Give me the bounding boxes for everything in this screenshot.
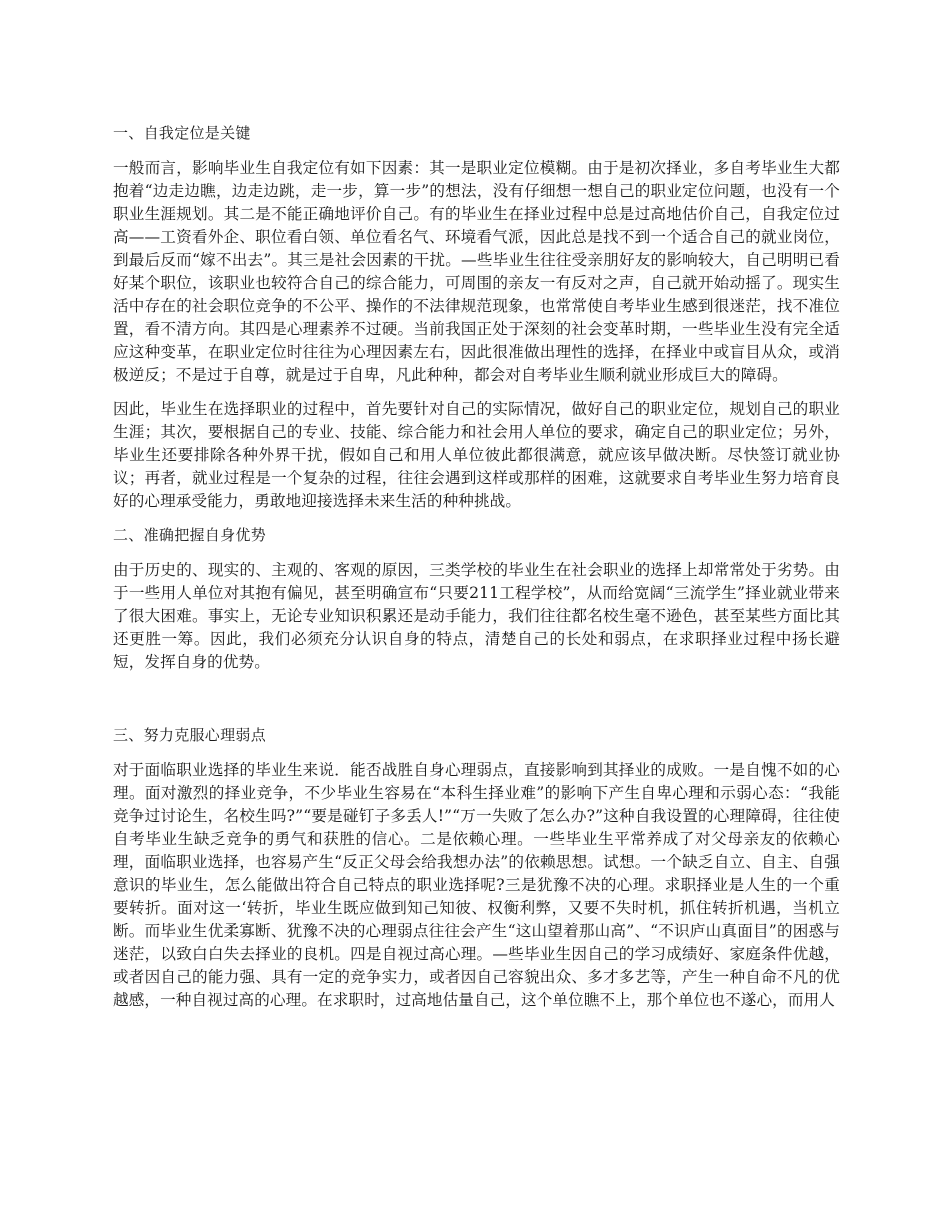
section-psychology (113, 724, 840, 1012)
paragraph: 因此，毕业生在选择职业的过程中，首先要针对自己的实际情况，做好自己的职业定位，规划自己的职业生涯；其次，要根据自己的专业、技能、综合能力和社会用人单位的要求，确定自己的职业定位；另外，毕业生还要排除各种外界干扰，假如自己和用人单位彼此都很满意，就应该早做决断。尽快签订就业协议；再者，就业过程是一个复杂的过程，往往会遇到这样或那样的困难，这就要求自考毕业生努力培育良好的心理承受能力，勇敢地迎接选择未来生活的种种挑战。 (113, 400, 840, 510)
section-heading: 二、准确把握自身优势 (113, 526, 267, 544)
paragraph: 对于面临职业选择的毕业生来说．能否战胜自身心理弱点，直接影响到其择业的成败。一是自愧不如的心理。面对激烈的择业竞争，不少毕业生容易在“本科生择业难”的影响下产生自卑心理和示弱心态：“我能竞争过讨论生，名校生吗?”“要是碰钉子多丢人!”“万一失败了怎么办?”这种自我设置的心理障碍，往往使自考毕业生缺乏竞争的勇气和获胜的信心。二是依赖心理。一些毕业生平常养成了对父母亲友的依赖心理，面临职业选择，也容易产生“反正父母会给我想办法”的依赖思想。试想。一个缺乏自立、自主、自强意识的毕业生，怎么能做出符合自己特点的职业选择呢?三是犹豫不决的心理。求职择业是人生的一个重要转折。面对这一‘转折，毕业生既应做到知己知彼、权衡利弊，又要不失时机，抓住转折机遇，当机立断。而毕业生优柔寡断、犹豫不决的心理弱点往往会产生“这山望着那山高”、“不识庐山真面目”的困惑与迷茫，以致白白失去择业的良机。四是自视过高心理。—些毕业生因自己的学习成绩好、家庭条件优越，或者因自己的能力强、具有一定的竞争实力，或者因自己容貌出众、多才多艺等，产生一种自命不凡的优越感，一种自视过高的心理。在求职时，过高地估量自己，这个单位瞧不上，那个单位也不遂心，而用人 (113, 761, 840, 1009)
paragraph: 由于历史的、现实的、主观的、客观的原因，三类学校的毕业生在社会职业的选择上却常常处于劣势。由于一些用人单位对其抱有偏见，甚至明确宣布“只要211工程学校”，从而给宽阔“三流学生”择业就业带来了很大困难。事实上，无论专业知识积累还是动手能力，我们往往都名校生毫不逊色，甚至某些方面比其还更胜一筹。因此，我们必须充分认识自身的特点，清楚自己的长处和弱点，在求职择业过程中扬长避短，发挥自身的优势。 (113, 561, 840, 671)
section-self-positioning (113, 122, 840, 513)
section-heading: 三、努力克服心理弱点 (113, 726, 267, 744)
section-advantages (113, 524, 840, 674)
section-heading: 一、自我定位是关键 (113, 124, 251, 142)
document-body (113, 122, 840, 1023)
paragraph: 一般而言，影响毕业生自我定位有如下因素：其一是职业定位模糊。由于是初次择业，多自考毕业生大都抱着“边走边瞧，边走边跳，走一步，算一步”的想法，没有仔细想一想自己的职业定位问题，也没有一个职业生涯规划。其二是不能正确地评价自己。有的毕业生在择业过程中总是过高地估价自己，自我定位过高——工资看外企、职位看白领、单位看名气、环境看气派，因此总是找不到一个适合自己的就业岗位，到最后反而“嫁不出去”。其三是社会因素的干扰。—些毕业生往往受亲朋好友的影响较大，自己明明已看好某个职位，该职业也较符合自己的综合能力，可周围的亲友一有反对之声，自己就开始动摇了。现实生活中存在的社会职位竞争的不公平、操作的不法律规范现象，也常常使自考毕业生感到很迷茫，找不准位置，看不清方向。其四是心理素养不过硬。当前我国正处于深刻的社会变革时期，一些毕业生没有完全适应这种变革，在职业定位时往往为心理因素左右，因此很准做出理性的选择，在择业中或盲目从众，或消极逆反；不是过于自尊，就是过于自卑，凡此种种，都会对自考毕业生顺利就业形成巨大的障碍。 (113, 159, 840, 384)
section-spacer (113, 685, 840, 724)
